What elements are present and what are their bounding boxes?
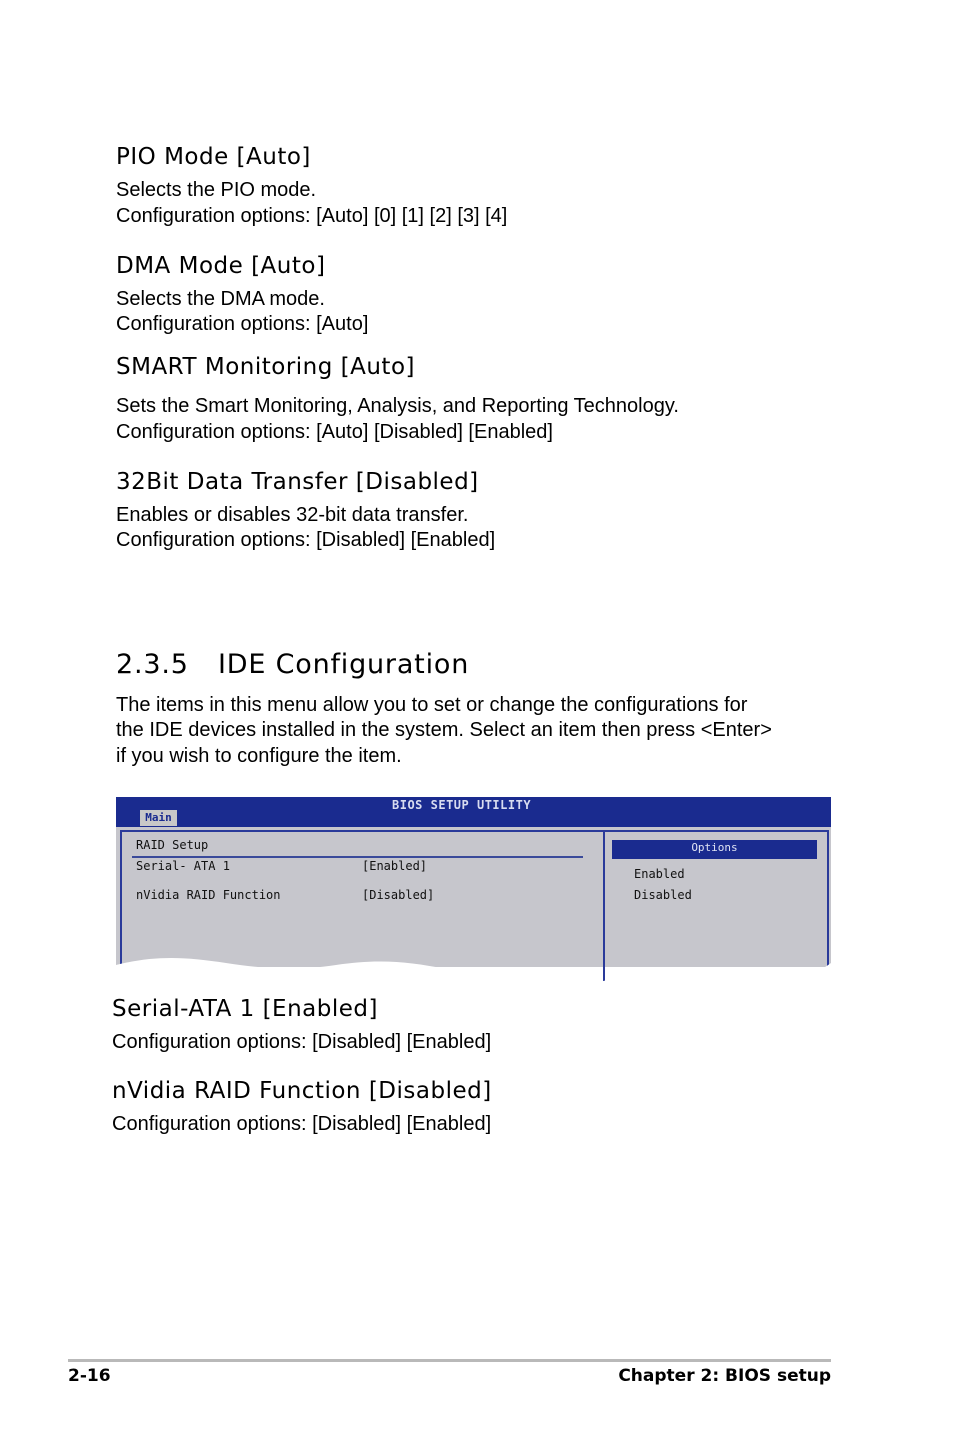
section-text: Selects the PIO mode. xyxy=(116,179,317,201)
section-options: Configuration options: [Auto] [0] [1] [2] [3] [4] xyxy=(116,205,508,227)
section-text: Sets the Smart Monitoring, Analysis, and Reporting Technology. xyxy=(116,395,679,417)
bios-tab-main[interactable]: Main xyxy=(140,810,177,826)
ide-intro-line: The items in this menu allow you to set or change the configurations for xyxy=(116,694,748,716)
chapter-title: Chapter 2: BIOS setup xyxy=(618,1366,831,1386)
section-title-pio-mode: PIO Mode [Auto] xyxy=(116,144,311,170)
bios-screenshot xyxy=(116,797,831,993)
bios-options-title: Options xyxy=(691,841,738,854)
section-options: Configuration options: [Auto] [Disabled] [Enabled] xyxy=(116,421,553,443)
bios-item-serial-ata-label[interactable]: Serial- ATA 1 xyxy=(136,859,230,873)
section-options: Configuration options: [Auto] xyxy=(116,313,369,335)
torn-edge xyxy=(116,955,831,993)
bios-options-header xyxy=(612,840,817,859)
bios-item-nvidia-raid-label[interactable]: nVidia RAID Function xyxy=(136,888,281,902)
section-text: Selects the DMA mode. xyxy=(116,288,325,310)
bios-item-nvidia-raid-value[interactable]: [Disabled] xyxy=(362,888,435,902)
bios-separator xyxy=(132,856,583,858)
section-title-smart-monitoring: SMART Monitoring [Auto] xyxy=(116,354,415,380)
bios-title-bar xyxy=(116,797,831,827)
section-options: Configuration options: [Disabled] [Enabled] xyxy=(116,529,496,551)
section-title-32bit-transfer: 32Bit Data Transfer [Disabled] xyxy=(116,469,479,495)
section-text: Enables or disables 32-bit data transfer. xyxy=(116,504,469,526)
item-options: Configuration options: [Disabled] [Enabled] xyxy=(112,1031,492,1053)
bios-option-enabled[interactable]: Enabled xyxy=(634,867,685,881)
footer-rule xyxy=(68,1359,831,1362)
item-title-nvidia-raid: nVidia RAID Function [Disabled] xyxy=(112,1078,492,1104)
bios-item-serial-ata-value[interactable]: [Enabled] xyxy=(362,859,428,873)
page-number: 2-16 xyxy=(68,1366,111,1386)
bios-title: BIOS SETUP UTILITY xyxy=(392,798,532,812)
ide-section-title: IDE Configuration xyxy=(218,649,470,680)
ide-intro-line: the IDE devices installed in the system. Select an item then press <Enter> xyxy=(116,719,772,741)
bios-option-disabled[interactable]: Disabled xyxy=(634,888,692,902)
bios-menu-heading: RAID Setup xyxy=(136,838,209,852)
ide-intro-line: if you wish to configure the item. xyxy=(116,745,402,767)
item-options: Configuration options: [Disabled] [Enabled] xyxy=(112,1113,492,1135)
ide-section-number: 2.3.5 xyxy=(116,649,189,680)
section-title-dma-mode: DMA Mode [Auto] xyxy=(116,253,326,279)
item-title-serial-ata: Serial-ATA 1 [Enabled] xyxy=(112,996,378,1022)
